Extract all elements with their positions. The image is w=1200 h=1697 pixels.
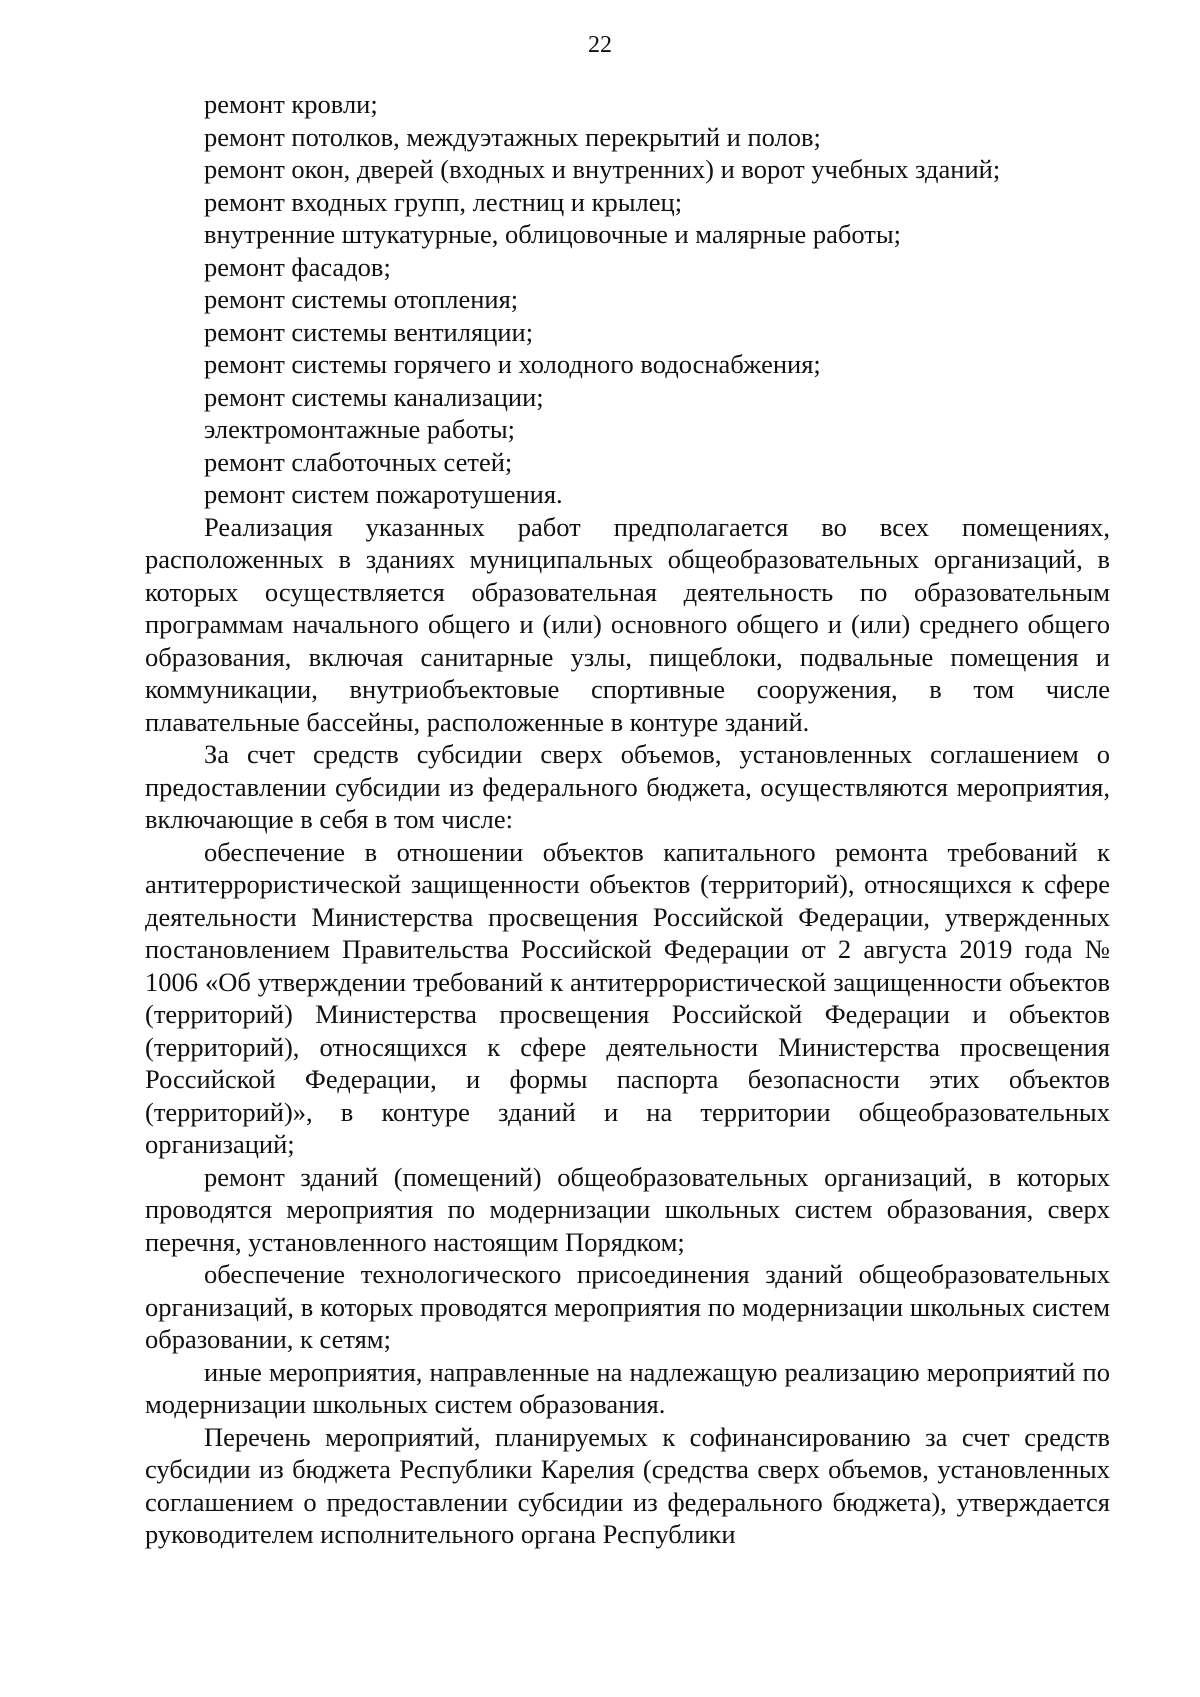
body-paragraph: иные мероприятия, направленные на надлежащую реализацию мероприятий по модернизации школьных систем образования. — [145, 1356, 1110, 1419]
list-item: ремонт потолков, междуэтажных перекрытий и полов; — [204, 121, 821, 152]
body-paragraph: За счет средств субсидии сверх объемов, установленных соглашением о предоставлении субсидии из федерального бюджета, осуществляются мероприятия, включающие в себя в том числе: — [145, 739, 1110, 834]
list-item: ремонт окон, дверей (входных и внутренних) и ворот учебных зданий; — [204, 154, 1001, 184]
list-item: ремонт системы канализации; — [204, 381, 544, 412]
list-item: ремонт системы вентиляции; — [204, 316, 534, 347]
body-paragraph: Перечень мероприятий, планируемых к софинансированию за счет средств субсидии из бюджета Республики Карелия (средства сверх объемов, установленных соглашением о предоставлении субсидии из федерального бюджета), утверждается руководителем исполнительного органа Республики — [145, 1421, 1110, 1549]
list-item: ремонт фасадов; — [204, 251, 391, 282]
body-paragraph: ремонт зданий (помещений) общеобразовательных организаций, в которых проводятся мероприятия по модернизации школьных систем образования, сверх перечня, установленного настоящим Порядком; — [145, 1161, 1110, 1257]
body-paragraph: обеспечение в отношении объектов капитального ремонта требований к антитеррористической защищенности объектов (территорий), относящихся к сфере деятельности Министерства просвещения Российской Федерации, утвержденных постановлением Правительства Российской Федерации от 2 августа 2019 года № 1006 «Об утверждении требований к антитеррористической защищенности объектов (территорий) Министерства просвещения Российской Федерации и объектов (территорий), относящихся к сфере деятельности Министерства просвещения Российской Федерации, и формы паспорта безопасности этих объектов (территорий)», в контуре зданий и на территории общеобразовательных организаций; — [145, 836, 1110, 1159]
body-paragraph: Реализация указанных работ предполагается во всех помещениях, расположенных в зданиях муниципальных общеобразовательных организаций, в которых осуществляется образовательная деятельность по образовательным программам начального общего и (или) основного общего и (или) среднего общего образования, включая санитарные узлы, пищеблоки, подвальные помещения и коммуникации, внутриобъектовые спортивные сооружения, в том числе плавательные бассейны, расположенные в контуре зданий. — [145, 511, 1110, 737]
body-paragraph: обеспечение технологического присоединения зданий общеобразовательных организаций, в которых проводятся мероприятия по модернизации школьных систем образовании, к сетям; — [145, 1259, 1110, 1354]
page-number: 22 — [588, 32, 612, 58]
list-item: ремонт слаботочных сетей; — [204, 446, 513, 477]
list-item: ремонт системы отопления; — [204, 284, 519, 314]
list-item: ремонт кровли; — [204, 89, 378, 119]
list-item: внутренние штукатурные, облицовочные и малярные работы; — [204, 219, 902, 249]
list-item: ремонт систем пожаротушения. — [204, 479, 563, 509]
list-item: электромонтажные работы; — [204, 414, 515, 444]
list-item: ремонт системы горячего и холодного водоснабжения; — [204, 349, 821, 379]
list-item: ремонт входных групп, лестниц и крылец; — [204, 186, 683, 217]
document-body — [145, 88, 1110, 1551]
